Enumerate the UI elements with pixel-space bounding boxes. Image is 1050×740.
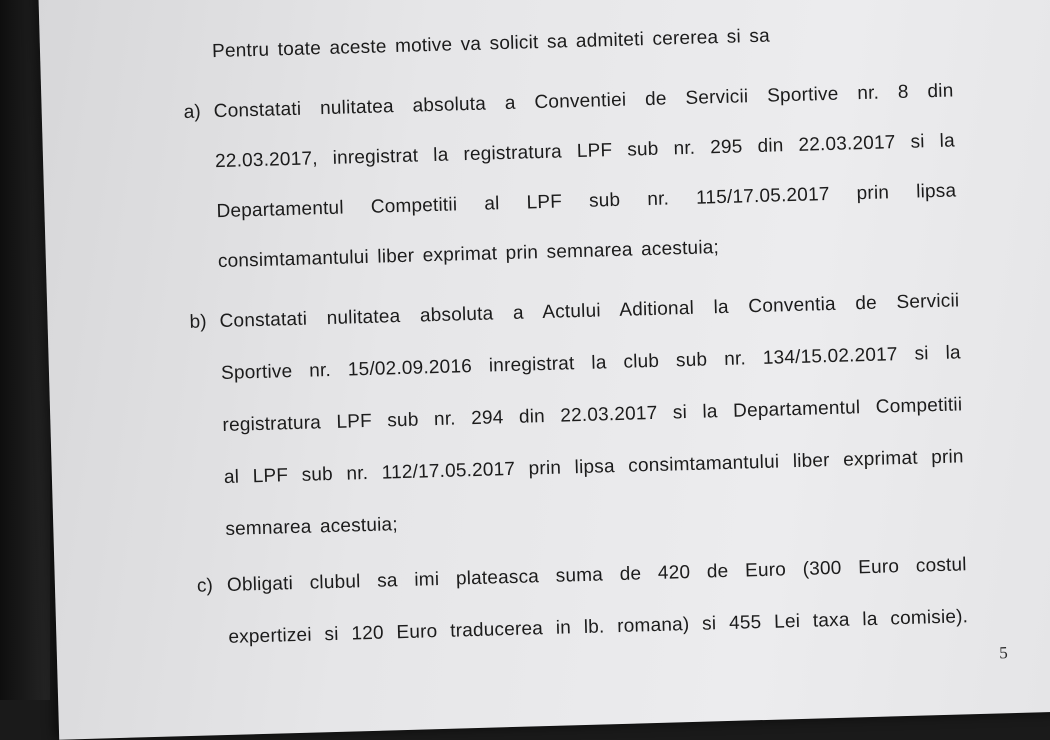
item-b-line-3: registratura LPF sub nr. 294 din 22.03.2017 si la Departamentul Competitii [222, 394, 963, 437]
intro-text: Pentru toate aceste motive va solicit sa admiteti cererea si sa [211, 25, 771, 63]
item-a-line-3: Departamentul Competitii al LPF sub nr. 115/17.05.2017 prin lipsa [216, 180, 957, 223]
item-b-line-2: Sportive nr. 15/02.09.2016 inregistrat la club sub nr. 134/15.02.2017 si la [220, 342, 962, 385]
item-a-line-2: 22.03.2017, inregistrat la registratura LPF sub nr. 295 din 22.03.2017 si la [214, 130, 956, 173]
page-number: 5 [998, 643, 1008, 663]
item-b-line-4: al LPF sub nr. 112/17.05.2017 prin lipsa consimtamantului liber exprimat prin [223, 446, 964, 488]
document-page [38, 0, 1050, 740]
item-b-line-5: semnarea acestuia; [225, 514, 399, 540]
item-b-marker: b) [189, 311, 207, 333]
item-a-marker: a) [183, 101, 201, 123]
item-a-line-1: Constatati nulitatea absoluta a Conventiei de Servicii Sportive nr. 8 din [213, 80, 954, 123]
item-a-line-4: consimtamantului liber exprimat prin semnarea acestuia; [217, 237, 720, 273]
item-c-marker: c) [196, 575, 214, 597]
item-c-line-2: expertizei si 120 Euro traducerea in lb. romana) si 455 Lei taxa la comisie). [228, 606, 969, 648]
item-c-line-1: Obligati clubul sa imi plateasca suma de 420 de Euro (300 Euro costul [226, 554, 967, 596]
item-b-line-1: Constatati nulitatea absoluta a Actului Aditional la Conventia de Servicii [219, 290, 960, 333]
